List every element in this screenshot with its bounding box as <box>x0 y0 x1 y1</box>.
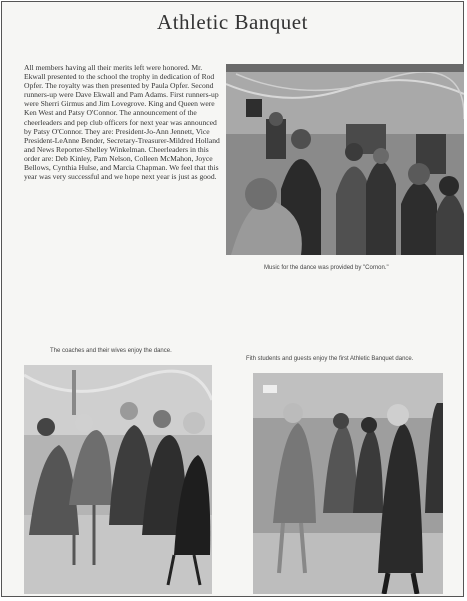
coaches-photo <box>24 365 212 594</box>
band-photo-caption: Music for the dance was provided by "Cornon." <box>264 265 389 271</box>
coaches-photo-caption: The coaches and their wives enjoy the dance. <box>50 348 172 354</box>
students-photo-caption: Fith students and guests enjoy the first Athletic Banquet dance. <box>246 356 414 362</box>
yearbook-page <box>1 1 464 597</box>
band-photo <box>226 64 464 255</box>
page-title: Athletic Banquet <box>157 10 308 34</box>
students-photo <box>253 373 443 594</box>
article-text: All members having all their merits left were honored. Mr. Ekwall presented to the school the trophy in dedication of Rod Opfer. The royalty was then presented by Paula Opfer. Second runners-up were Dave Ekwall and Pam Adams. First runners-up were Sherri Girmus and Jim Lovegrove. King and Queen were Ken West and Patsy O'Connor. The announcement of the cheerleaders and pep club officers for next year was announced by Patsy O'Connor. They are: President-Jo-Ann Jennett, Vice President-LeAnne Bender, Secretary-Treasurer-Mildred Holland and News Reporter-Shelley Winkelman. Cheerleaders in this order are: Deb Kinley, Pam Nelson, Colleen McMahon, Joyce Bellows, Cynthia Hulse, and Marcia Chapman. We feel that this year was very successful and we hope next year is just as good. <box>24 63 220 182</box>
